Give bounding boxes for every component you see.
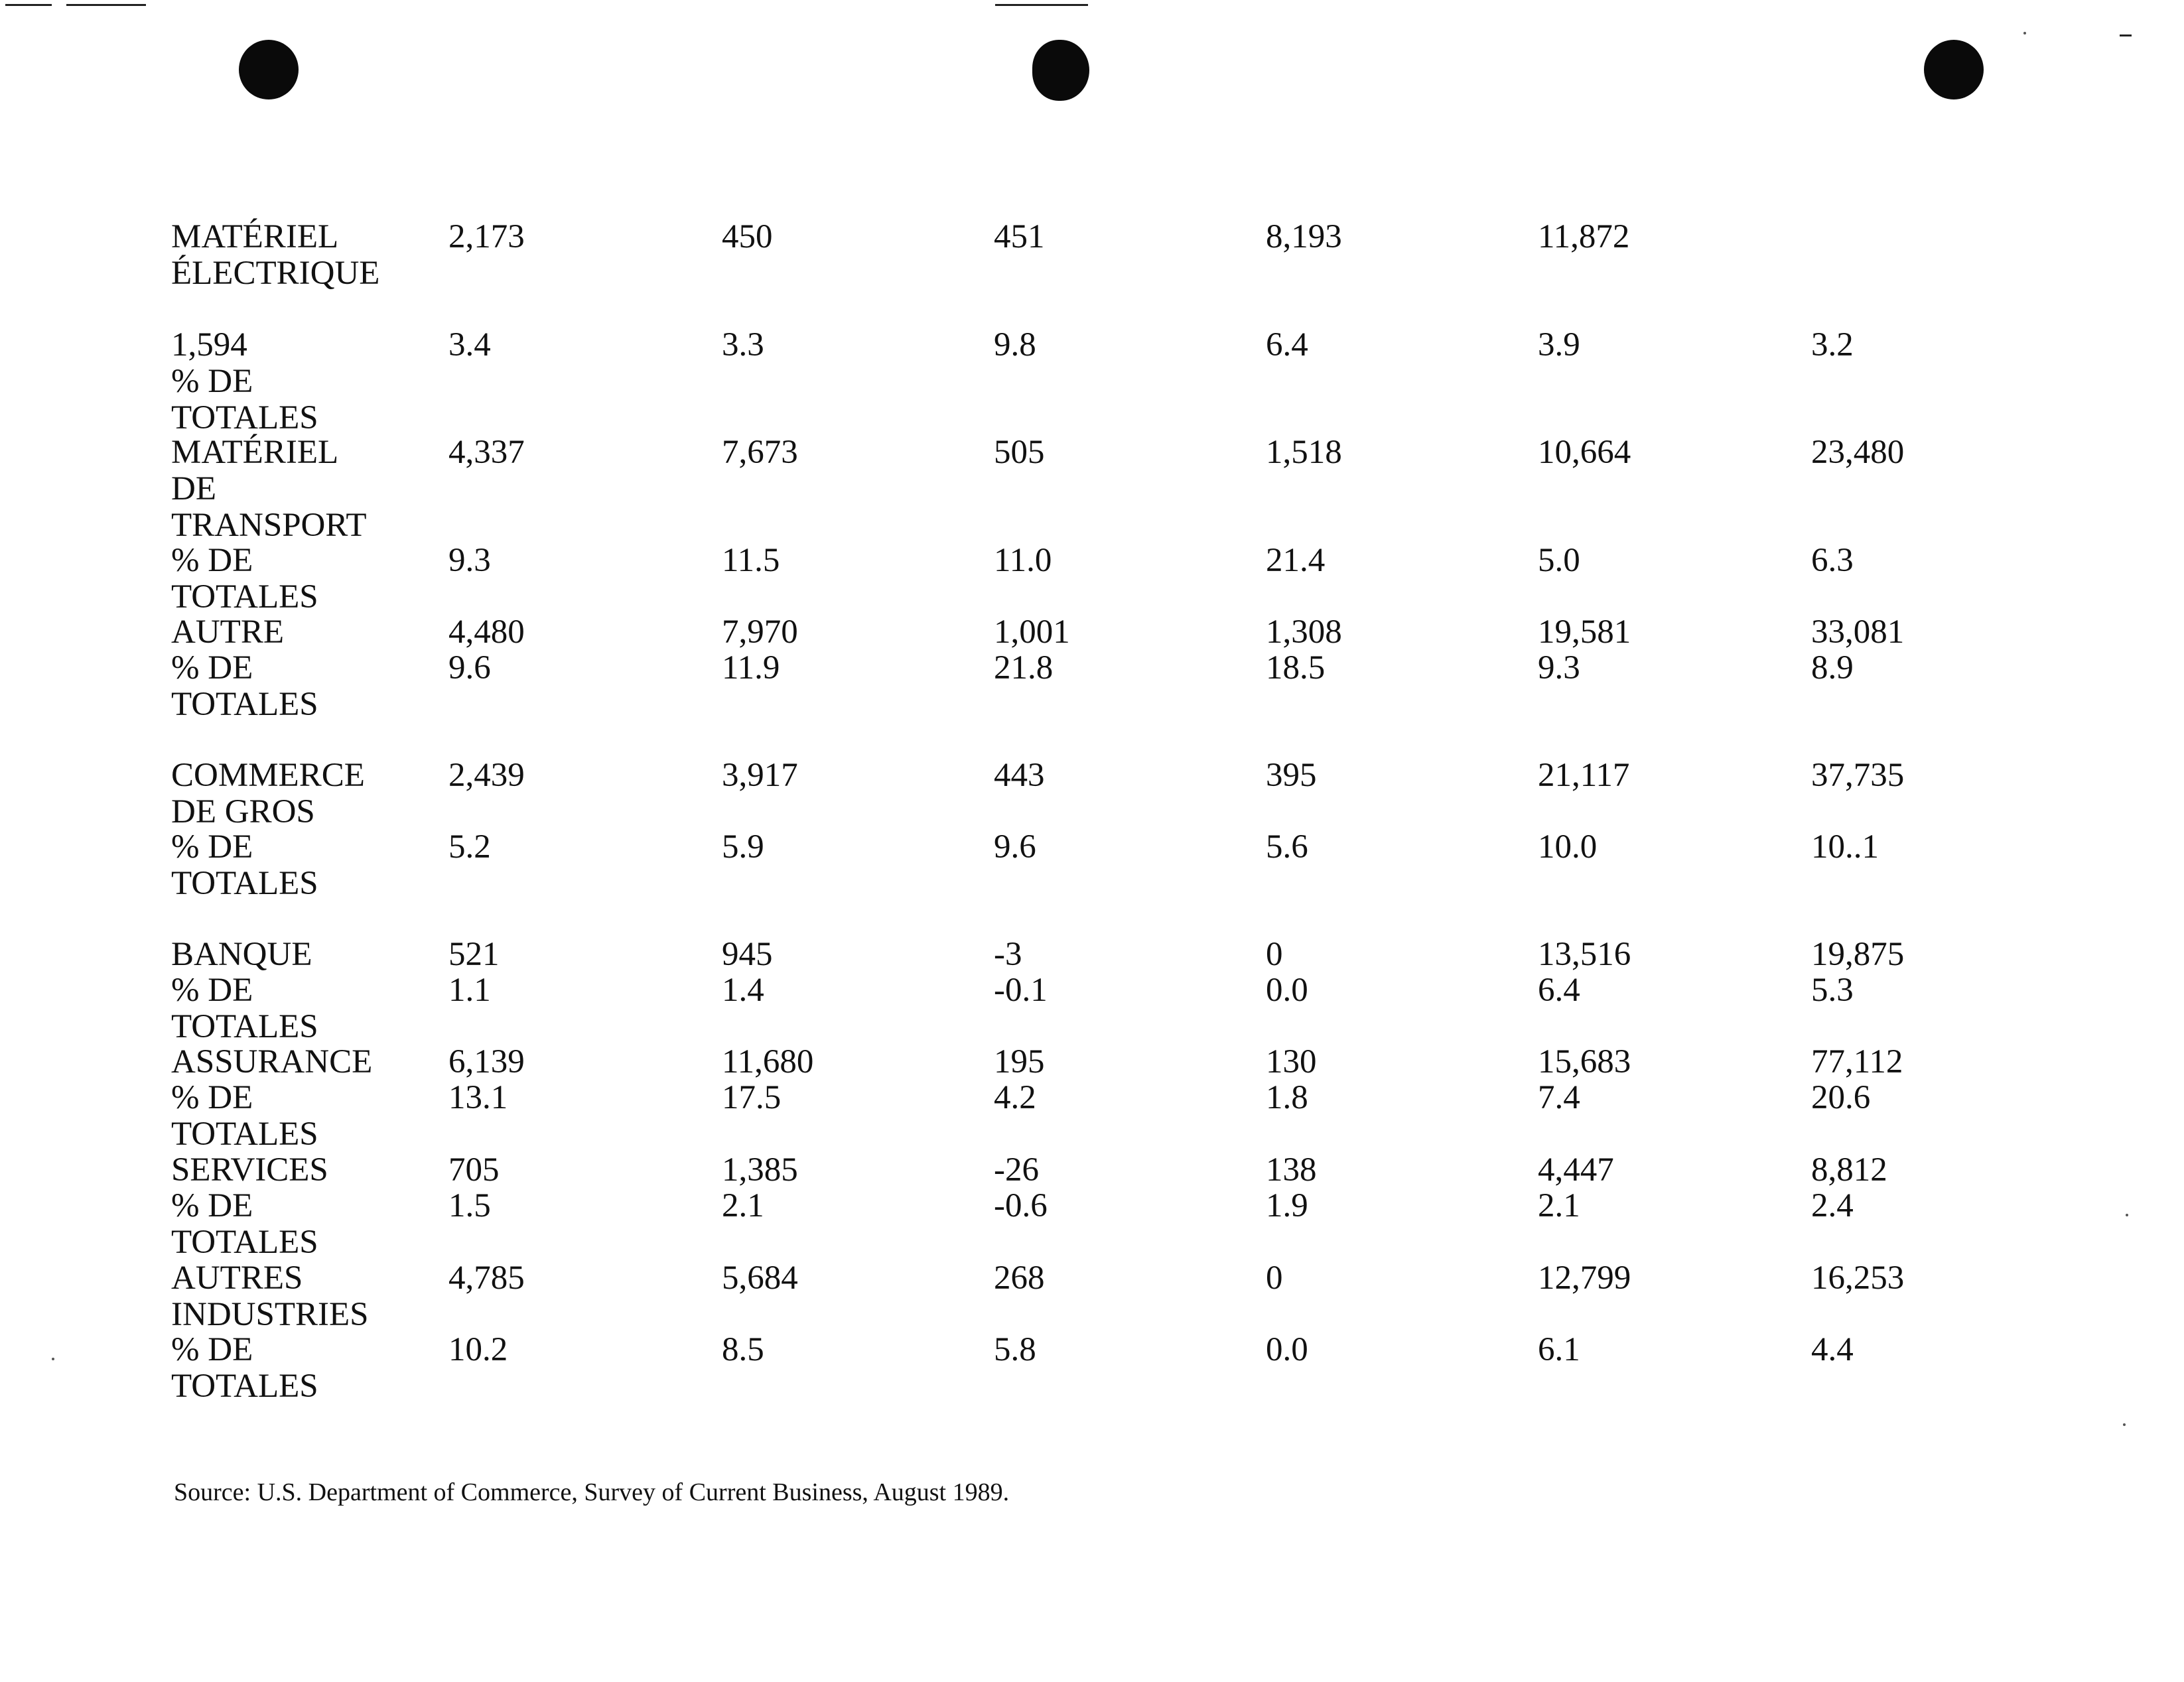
scan-speck [52,1358,54,1360]
table-cell: 21.8 [994,649,1054,686]
table-cell: 505 [994,434,1045,471]
table-cell: 5.0 [1538,542,1580,579]
table-cell: 1.9 [1266,1187,1308,1224]
table-cell: 21.4 [1266,542,1326,579]
table-cell: 3.2 [1811,326,1854,363]
table-cell: 521 [448,936,500,973]
source-note: Source: U.S. Department of Commerce, Survey of Current Business, August 1989. [174,1478,1010,1506]
table-cell: 195 [994,1043,1045,1080]
row-label: % DE TOTALES [171,1331,318,1405]
table-cell: 1.5 [448,1187,491,1224]
punch-hole-middle [1032,40,1089,101]
row-label: % DE TOTALES [171,1187,318,1261]
table-cell: 3,917 [722,757,798,794]
table-cell: 5.2 [448,828,491,866]
table-cell: 3.4 [448,326,491,363]
table-cell: 8.9 [1811,649,1854,686]
table-cell: 2.1 [1538,1187,1580,1224]
table-cell: 451 [994,218,1045,255]
table-cell: 4,785 [448,1260,525,1297]
table-cell: 1.1 [448,972,491,1009]
table-cell: 2,173 [448,218,525,255]
table-cell: 10,664 [1538,434,1631,471]
table-cell: 443 [994,757,1045,794]
table-cell: 19,875 [1811,936,1905,973]
row-label: % DE TOTALES [171,972,318,1045]
scan-mark [995,4,1088,6]
table-cell: 10..1 [1811,828,1879,866]
scan-speck [2123,1423,2126,1426]
row-label: MATÉRIEL ÉLECTRIQUE [171,218,380,292]
table-cell: 20.6 [1811,1079,1871,1116]
row-label: COMMERCE DE GROS [171,757,365,830]
table-cell: -26 [994,1151,1039,1189]
table-cell: 4.4 [1811,1331,1854,1368]
table-cell: 1,385 [722,1151,798,1189]
table-cell: 15,683 [1538,1043,1631,1080]
table-cell: 4,337 [448,434,525,471]
table-cell: 9.3 [1538,649,1580,686]
row-label: ASSURANCE [171,1043,373,1080]
table-cell: 9.6 [448,649,491,686]
punch-hole-right [1924,40,1984,99]
table-cell: 0.0 [1266,972,1308,1009]
table-cell: 13,516 [1538,936,1631,973]
table-cell: 21,117 [1538,757,1630,794]
row-label: % DE TOTALES [171,542,318,615]
table-cell: 9.8 [994,326,1036,363]
row-label: AUTRES INDUSTRIES [171,1260,369,1333]
table-cell: 8,812 [1811,1151,1887,1189]
scan-mark [66,4,146,6]
table-cell: 7,970 [722,614,798,651]
table-cell: 6,139 [448,1043,525,1080]
row-label: BANQUE [171,936,312,973]
table-cell: 2,439 [448,757,525,794]
table-cell: 8,193 [1266,218,1342,255]
row-label: MATÉRIEL DE TRANSPORT [171,434,367,544]
table-cell: 5,684 [722,1260,798,1297]
table-cell: 4.2 [994,1079,1036,1116]
scan-speck [2023,32,2026,34]
table-cell: 1.4 [722,972,764,1009]
table-cell: 6.4 [1538,972,1580,1009]
punch-hole-left [239,40,299,99]
table-cell: 11.5 [722,542,780,579]
table-cell: 1,001 [994,614,1070,651]
table-cell: 5.3 [1811,972,1854,1009]
table-cell: 11,872 [1538,218,1630,255]
scan-mark [2120,34,2132,36]
table-cell: 9.3 [448,542,491,579]
table-cell: 10.2 [448,1331,508,1368]
table-cell: 3.9 [1538,326,1580,363]
table-cell: 6.3 [1811,542,1854,579]
table-cell: 0 [1266,1260,1283,1297]
table-cell: 11.9 [722,649,780,686]
table-cell: -0.6 [994,1187,1048,1224]
table-cell: 138 [1266,1151,1317,1189]
row-label: 1,594 % DE TOTALES [171,326,318,436]
table-cell: 4,447 [1538,1151,1614,1189]
table-cell: 16,253 [1811,1260,1905,1297]
table-cell: 33,081 [1811,614,1905,651]
table-cell: 4,480 [448,614,525,651]
table-cell: 3.3 [722,326,764,363]
table-cell: 5.8 [994,1331,1036,1368]
table-cell: 1,518 [1266,434,1342,471]
table-cell: 450 [722,218,773,255]
table-cell: 6.4 [1266,326,1308,363]
table-cell: 395 [1266,757,1317,794]
table-cell: 17.5 [722,1079,782,1116]
table-cell: 13.1 [448,1079,508,1116]
table-cell: 12,799 [1538,1260,1631,1297]
table-cell: 37,735 [1811,757,1905,794]
table-cell: 6.1 [1538,1331,1580,1368]
row-label: AUTRE [171,614,284,651]
table-cell: 77,112 [1811,1043,1903,1080]
table-cell: 9.6 [994,828,1036,866]
table-cell: 11,680 [722,1043,814,1080]
scan-speck [2126,1214,2128,1216]
table-cell: -0.1 [994,972,1048,1009]
table-cell: 5.6 [1266,828,1308,866]
table-cell: 10.0 [1538,828,1598,866]
table-cell: 2.1 [722,1187,764,1224]
table-cell: 18.5 [1266,649,1326,686]
table-cell: 7.4 [1538,1079,1580,1116]
table-cell: 7,673 [722,434,798,471]
table-cell: -3 [994,936,1022,973]
row-label: % DE TOTALES [171,828,318,902]
table-cell: 1.8 [1266,1079,1308,1116]
row-label: SERVICES [171,1151,328,1189]
table-cell: 268 [994,1260,1045,1297]
table-cell: 23,480 [1811,434,1905,471]
table-cell: 945 [722,936,773,973]
table-cell: 8.5 [722,1331,764,1368]
table-cell: 19,581 [1538,614,1631,651]
table-cell: 1,308 [1266,614,1342,651]
table-cell: 5.9 [722,828,764,866]
table-cell: 0.0 [1266,1331,1308,1368]
scan-mark [5,4,52,6]
table-cell: 130 [1266,1043,1317,1080]
table-cell: 705 [448,1151,500,1189]
table-cell: 11.0 [994,542,1052,579]
row-label: % DE TOTALES [171,1079,318,1153]
table-cell: 0 [1266,936,1283,973]
table-cell: 2.4 [1811,1187,1854,1224]
row-label: % DE TOTALES [171,649,318,723]
